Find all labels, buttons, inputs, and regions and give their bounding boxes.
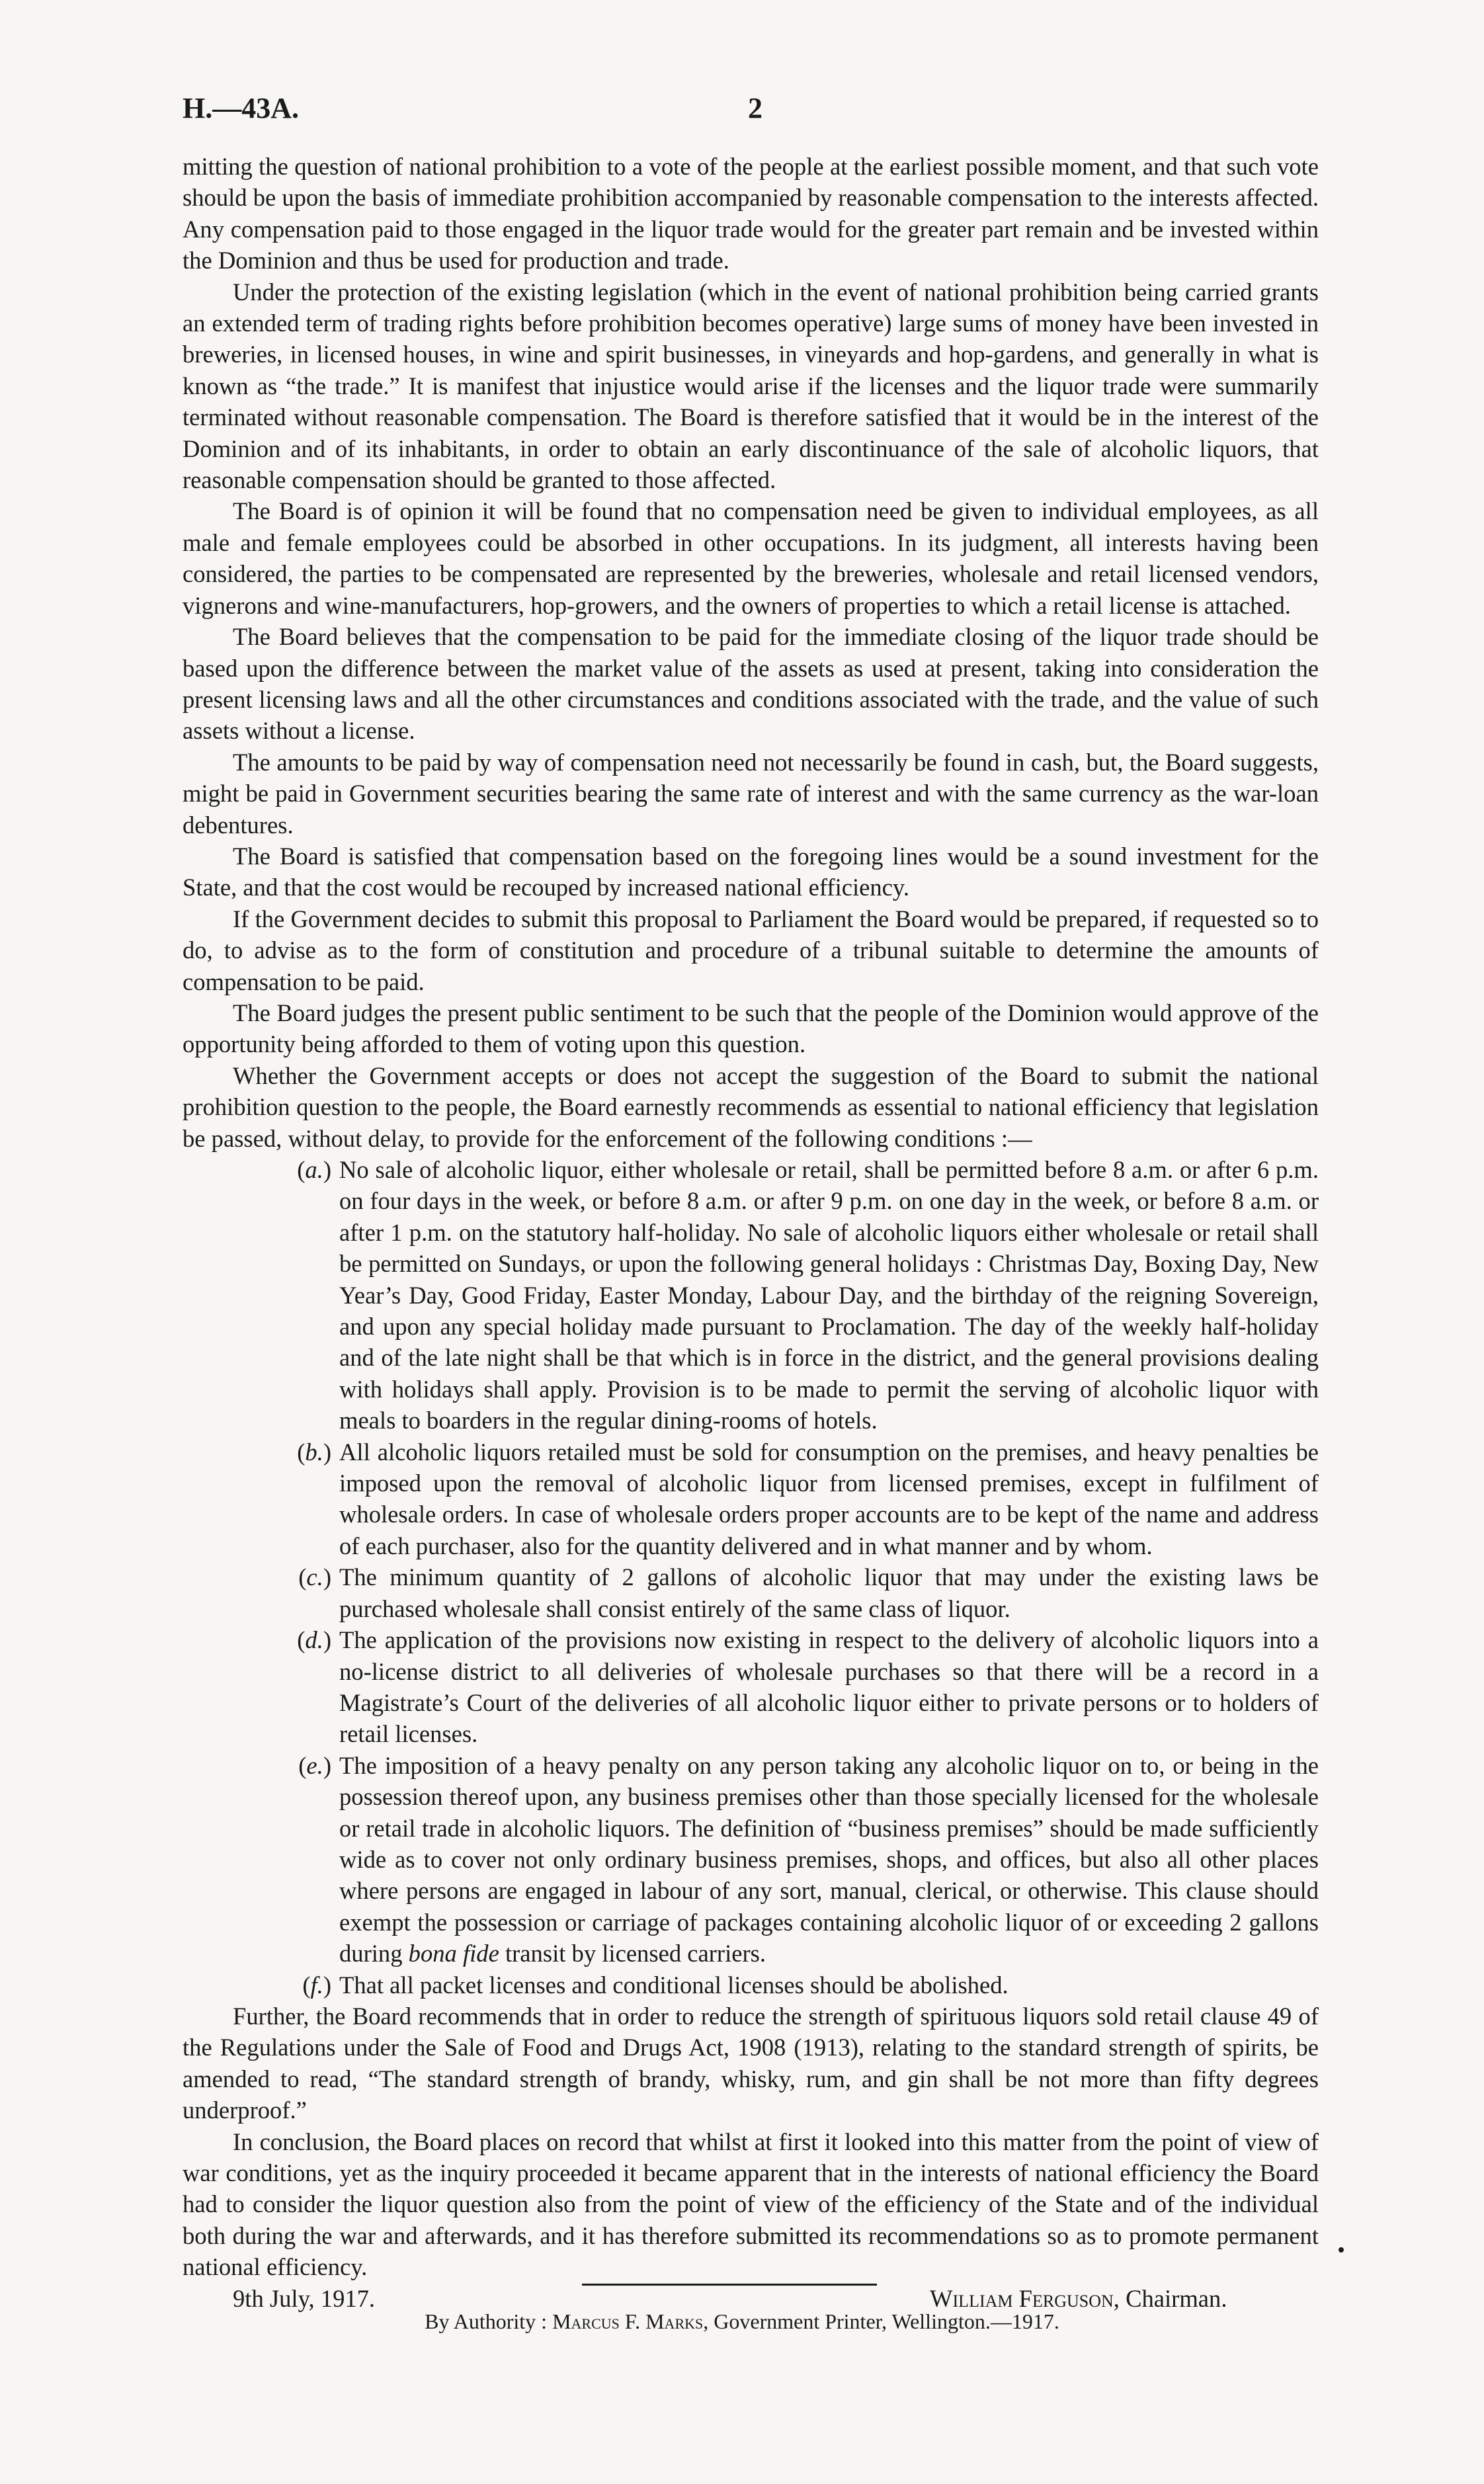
clause-f	[183, 1969, 1319, 2001]
clause-label: (b.)	[297, 1438, 331, 1466]
conditions-list	[183, 1154, 1319, 2001]
imprint-suffix: Government Printer, Wellington.—1917.	[714, 2309, 1059, 2333]
paragraph-tribunal: If the Government decides to submit this proposal to Parliament the Board would be prepared, if requested so to do, to advise as to the form of constitution and procedure of a tribunal suitable to determine the amounts of compensation to be paid.	[183, 905, 1319, 995]
printer-name: Marcus F. Marks,	[552, 2309, 709, 2333]
paragraph-conclusion: In conclusion, the Board places on record that whilst at first it looked into this matter from the point of view of war conditions, yet as the inquiry proceeded it became apparent that in the interests of national efficiency the Board had to consider the liquor question also from the point of view of the efficiency of the State and of the individual both during the war and afterwards, and it has therefore submitted its recommendations so as to promote permanent national efficiency.	[183, 2128, 1319, 2281]
clause-label: (a.)	[297, 1156, 331, 1183]
printer-imprint	[0, 2309, 1484, 2334]
report-body	[183, 151, 1319, 2315]
paragraph-continuation: mitting the question of national prohibition to a vote of the people at the earliest possible moment, and that such vote should be upon the basis of immediate prohibition accompanied by reasonable compensation to the interests affected. Any compensation paid to those engaged in the liquor trade would for the greater part remain and be invested within the Dominion and thus be used for production and trade.	[183, 153, 1319, 274]
clause-text: The minimum quantity of 2 gallons of alcoholic liquor that may under the existing laws be purchased wholesale shall consist entirely of the same class of liquor.	[339, 1563, 1319, 1622]
paragraph-conditions-intro: Whether the Government accepts or does not accept the suggestion of the Board to submit the national prohibition question to the people, the Board earnestly recommends as essential to national efficiency that legislation be passed, without delay, to provide for the enforcement of the following conditions :—	[183, 1061, 1319, 1152]
clause-label: (f.)	[302, 1971, 331, 1999]
clause-text: No sale of alcoholic liquor, either wholesale or retail, shall be permitted before 8 a.m. or after 6 p.m. on four days in the week, or before 8 a.m. or after 9 p.m. on one day in the week, or before 8 a.m. or after 1 p.m. on the statutory half-holiday. No sale of alcoholic liquors either wholesale or retail shall be permitted on Sundays, or upon the following general holidays : Christmas Day, Boxing Day, New Year’s Day, Good Friday, Easter Monday, Labour Day, and the birthday of the reigning Sovereign, and upon any special holiday made pursuant to Proclamation. The day of the weekly half-holiday and of the late night shall be that which is in force in the district, and the general provisions dealing with holidays shall apply. Provision is to be made to permit the serving of alcoholic liquor with meals to boarders in the regular dining-rooms of hotels.	[339, 1156, 1319, 1434]
paragraph-parties-compensated: The Board is of opinion it will be found that no compensation need be given to individual employees, as all male and female employees could be absorbed in other occupations. In its judgment, all interests having been considered, the parties to be compensated are represented by the breweries, wholesale and retail licensed vendors, vignerons and wine-manufacturers, hop-growers, and the owners of properties to which a retail license is attached.	[183, 497, 1319, 619]
clause-text: The imposition of a heavy penalty on any person taking any alcoholic liquor on to, or being in the possession thereof upon, any business premises other than those specially licensed for the wholesale or retail trade in alcoholic liquors. The definition of “business premises” should be made sufficiently wide as to cover not only ordinary business premises, shops, and offices, but also all other places where persons are engaged in labour of any sort, manual, clerical, or otherwise. This clause should exempt the possession or carriage of packages containing alcoholic liquor of or exceeding 2 gallons during bona fide transit by licensed carriers.	[339, 1751, 1319, 1967]
clause-label: (d.)	[297, 1626, 331, 1654]
signatory-title: Chairman.	[1126, 2284, 1227, 2312]
imprint-prefix: By Authority :	[425, 2309, 548, 2333]
signature-date: 9th July, 1917.	[233, 2284, 376, 2312]
paragraph-public-sentiment: The Board judges the present public sentiment to be such that the people of the Dominion would approve of the opportunity being afforded to them of voting upon this question.	[183, 999, 1319, 1058]
clause-d	[183, 1624, 1319, 1750]
paragraph-spirit-strength: Further, the Board recommends that in order to reduce the strength of spirituous liquors sold retail clause 49 of the Regulations under the Sale of Food and Drugs Act, 1908 (1913), relating to the standard strength of spirits, be amended to read, “The standard strength of brandy, whisky, rum, and gin shall be not more than fifty degrees underproof.”	[183, 2002, 1319, 2124]
clause-label: (c.)	[298, 1563, 331, 1591]
paragraph-compensation-rationale: Under the protection of the existing legislation (which in the event of national prohibition being carried grants an extended term of trading rights before prohibition becomes operative) large sums of money have been invested in breweries, in licensed houses, in wine and spirit businesses, in vineyards and hop-gardens, and generally in what is known as “the trade.” It is manifest that injustice would arise if the licenses and the liquor trade were summarily terminated without reasonable compensation. The Board is therefore satisfied that it would be in the interest of the Dominion and of its inhabitants, in order to obtain an early discontinuance of the sale of alcoholic liquors, that reasonable compensation should be granted to those affected.	[183, 278, 1319, 494]
clause-b	[183, 1436, 1319, 1562]
clause-a	[183, 1154, 1319, 1436]
signatory-name: William Ferguson,	[930, 2284, 1120, 2312]
clause-c	[183, 1561, 1319, 1624]
clause-text: All alcoholic liquors retailed must be sold for consumption on the premises, and heavy penalties be imposed upon the removal of alcoholic liquor from licensed premises, except in fulfilment of wholesale orders. In case of wholesale orders proper accounts are to be kept of the name and address of each purchaser, also for the quantity delivered and in what manner and by whom.	[339, 1438, 1319, 1559]
document-reference: H.—43A.	[183, 92, 299, 124]
clause-e	[183, 1750, 1319, 1969]
clause-text: That all packet licenses and conditional licenses should be abolished.	[339, 1971, 1009, 1999]
clause-text: The application of the provisions now existing in respect to the delivery of alcoholic liquors into a no-license district to all deliveries of wholesale purchases so that there will be a record in a Magistrate’s Court of the deliveries of all alcoholic liquor either to private persons or to holders of retail licenses.	[339, 1626, 1319, 1748]
page-header	[183, 91, 1301, 131]
paragraph-compensation-basis: The Board believes that the compensation to be paid for the immediate closing of the liquor trade should be based upon the difference between the market value of the assets as used at present, taking into consideration the present licensing laws and all the other circumstances and conditions associated with the trade, and the value of such assets without a license.	[183, 623, 1319, 745]
page-number: 2	[748, 92, 763, 124]
clause-label: (e.)	[298, 1751, 331, 1779]
footer-divider	[582, 2284, 877, 2286]
paragraph-sound-investment: The Board is satisfied that compensation based on the foregoing lines would be a sound investment for the State, and that the cost would be recouped by increased national efficiency.	[183, 842, 1319, 901]
stray-mark	[1339, 2247, 1344, 2253]
paragraph-payment-method: The amounts to be paid by way of compensation need not necessarily be found in cash, but, the Board suggests, might be paid in Government securities bearing the same rate of interest and with the same currency as the war-loan debentures.	[183, 748, 1319, 839]
latin-term: bona fide	[408, 1940, 499, 1967]
